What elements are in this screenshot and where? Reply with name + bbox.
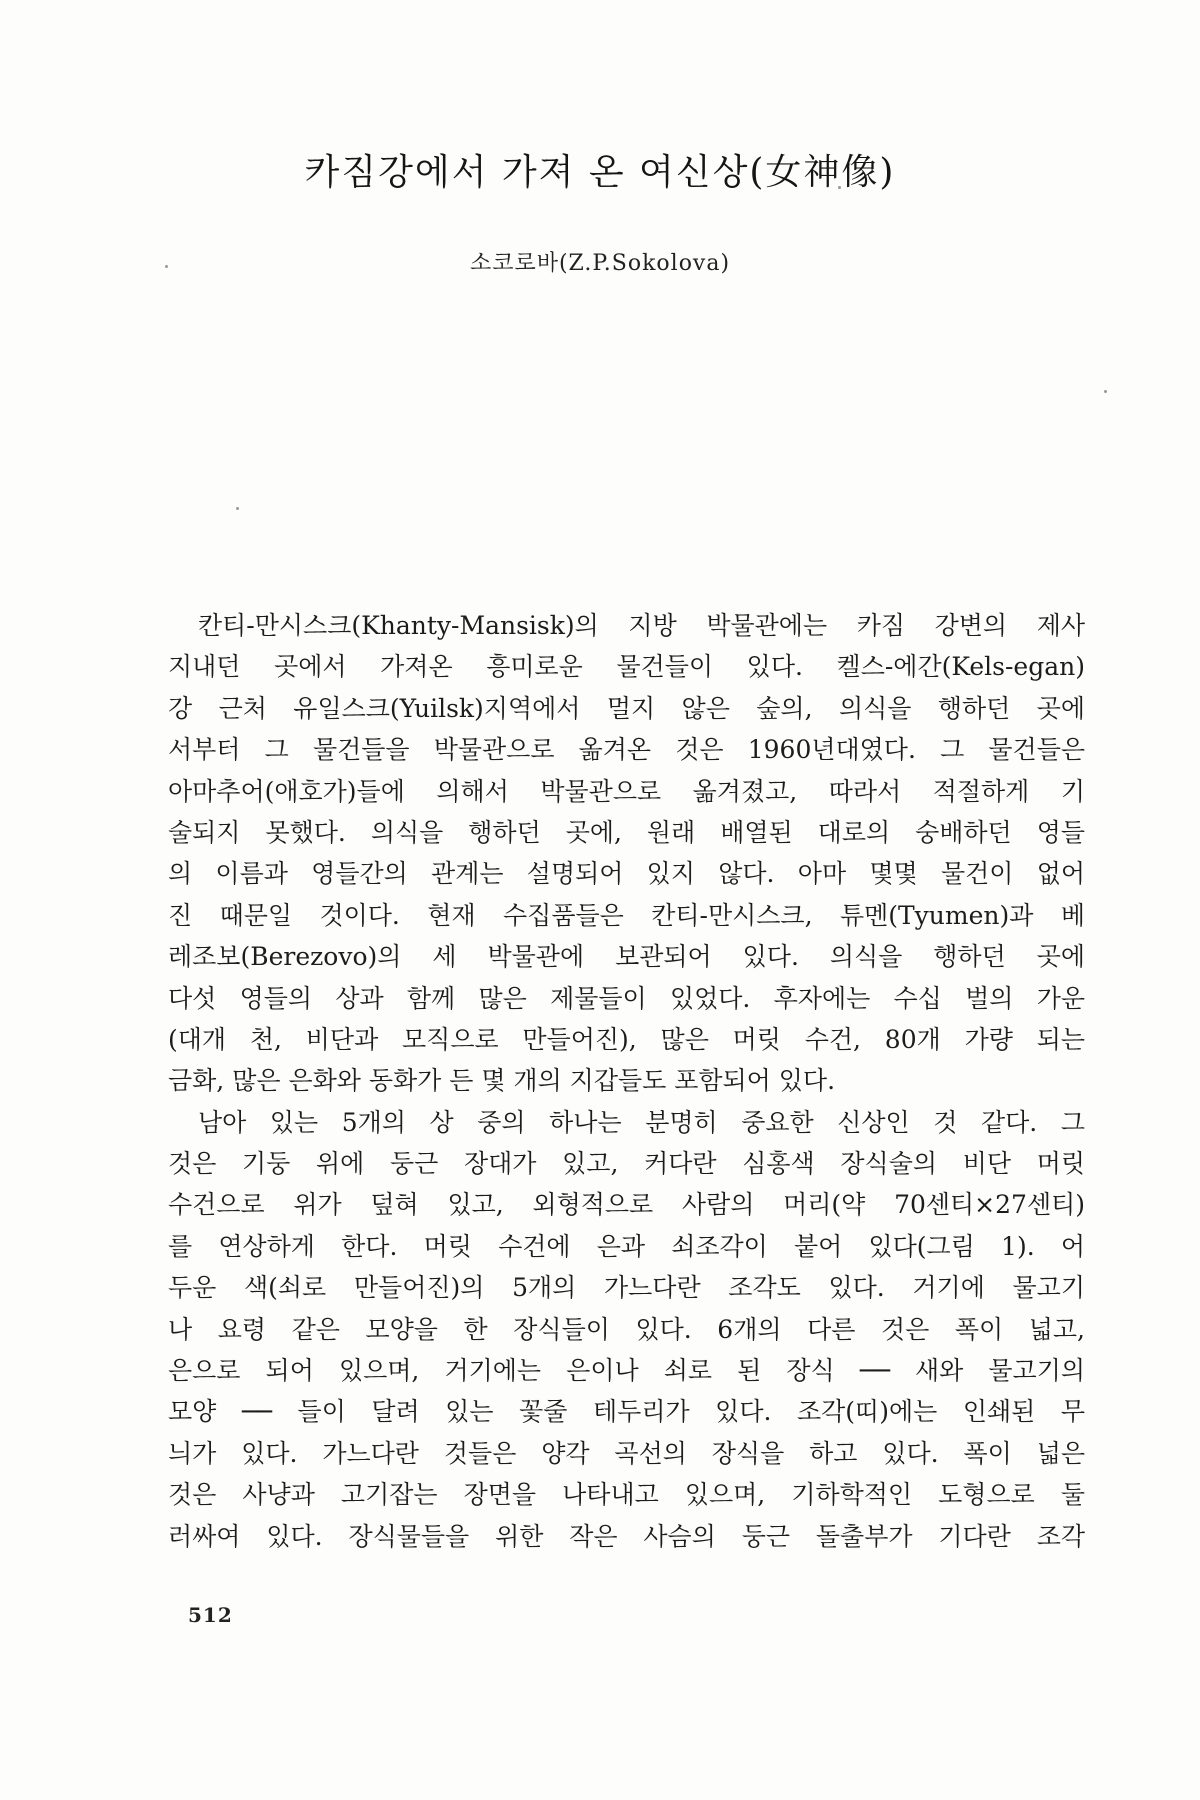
body-line: 다섯 영들의 상과 함께 많은 제물들이 있었다. 후자에는 수십 벌의 가운 (168, 983, 1085, 1013)
body-line: 술되지 못했다. 의식을 행하던 곳에, 원래 배열된 대로의 숭배하던 영들 (168, 817, 1085, 847)
body-line: 두운 색(쇠로 만들어진)의 5개의 가느다란 조각도 있다. 거기에 물고기 (168, 1273, 1085, 1303)
body-line: 칸티-만시스크(Khanty-Mansisk)의 지방 박물관에는 카짐 강변의 제사 (198, 611, 1085, 640)
body-line: 은으로 되어 있으며, 거기에는 은이나 쇠로 된 장식 ── 새와 물고기의 (168, 1356, 1085, 1386)
body-line: 레조보(Berezovo)의 세 박물관에 보관되어 있다. 의식을 행하던 곳에 (168, 942, 1085, 972)
body-line: 를 연상하게 한다. 머릿 수건에 은과 쇠조각이 붙어 있다(그림 1). 어 (168, 1231, 1085, 1261)
body-line: 진 때문일 것이다. 현재 수집품들은 칸티-만시스크, 튜멘(Tyumen)과 베 (168, 900, 1085, 930)
scan-speck (1104, 390, 1107, 393)
article-author: 소코로바(Z.P.Sokolova) (469, 251, 731, 276)
article-body (168, 605, 1085, 1557)
body-line: 것은 기둥 위에 둥근 장대가 있고, 커다란 심홍색 장식술의 비단 머릿 (168, 1149, 1085, 1179)
page-number: 512 (188, 1603, 233, 1627)
body-line: 의 이름과 영들간의 관계는 설명되어 있지 않다. 아마 몇몇 물건이 없어 (168, 859, 1085, 889)
body-line: 러싸여 있다. 장식물들을 위한 작은 사슴의 둥근 돌출부가 기다란 조각 (168, 1521, 1085, 1551)
scan-speck (236, 507, 239, 510)
body-line: 강 근처 유일스크(Yuilsk)지역에서 멀지 않은 숲의, 의식을 행하던 곳에 (168, 693, 1085, 723)
body-line: 나 요령 같은 모양을 한 장식들이 있다. 6개의 다른 것은 폭이 넓고, (168, 1314, 1085, 1344)
body-line: (대개 천, 비단과 모직으로 만들어진), 많은 머릿 수건, 80개 가량 되는 (168, 1024, 1085, 1054)
body-line: 것은 사냥과 고기잡는 장면을 나타내고 있으며, 기하학적인 도형으로 둘 (168, 1480, 1085, 1510)
body-line: 지내던 곳에서 가져온 흥미로운 물건들이 있다. 켈스-에간(Kels-egan) (168, 652, 1085, 682)
body-line: 늬가 있다. 가느다란 것들은 양각 곡선의 장식을 하고 있다. 폭이 넓은 (168, 1438, 1085, 1468)
body-line: 서부터 그 물건들을 박물관으로 옮겨온 것은 1960년대였다. 그 물건들은 (168, 735, 1085, 765)
body-line: 모양 ── 들이 달려 있는 꽃줄 테두리가 있다. 조각(띠)에는 인쇄된 무 (168, 1397, 1085, 1427)
body-line: 금화, 많은 은화와 동화가 든 몇 개의 지갑들도 포함되어 있다. (168, 1066, 836, 1096)
body-line: 남아 있는 5개의 상 중의 하나는 분명히 중요한 신상인 것 같다. 그 (198, 1107, 1085, 1137)
body-line: 아마추어(애호가)들에 의해서 박물관으로 옮겨졌고, 따라서 적절하게 기 (168, 776, 1085, 806)
body-line: 수건으로 위가 덮혀 있고, 외형적으로 사람의 머리(약 70센티×27센티) (168, 1190, 1085, 1220)
article-title: 카짐강에서 가져 온 여신상(女神像) (304, 152, 896, 193)
